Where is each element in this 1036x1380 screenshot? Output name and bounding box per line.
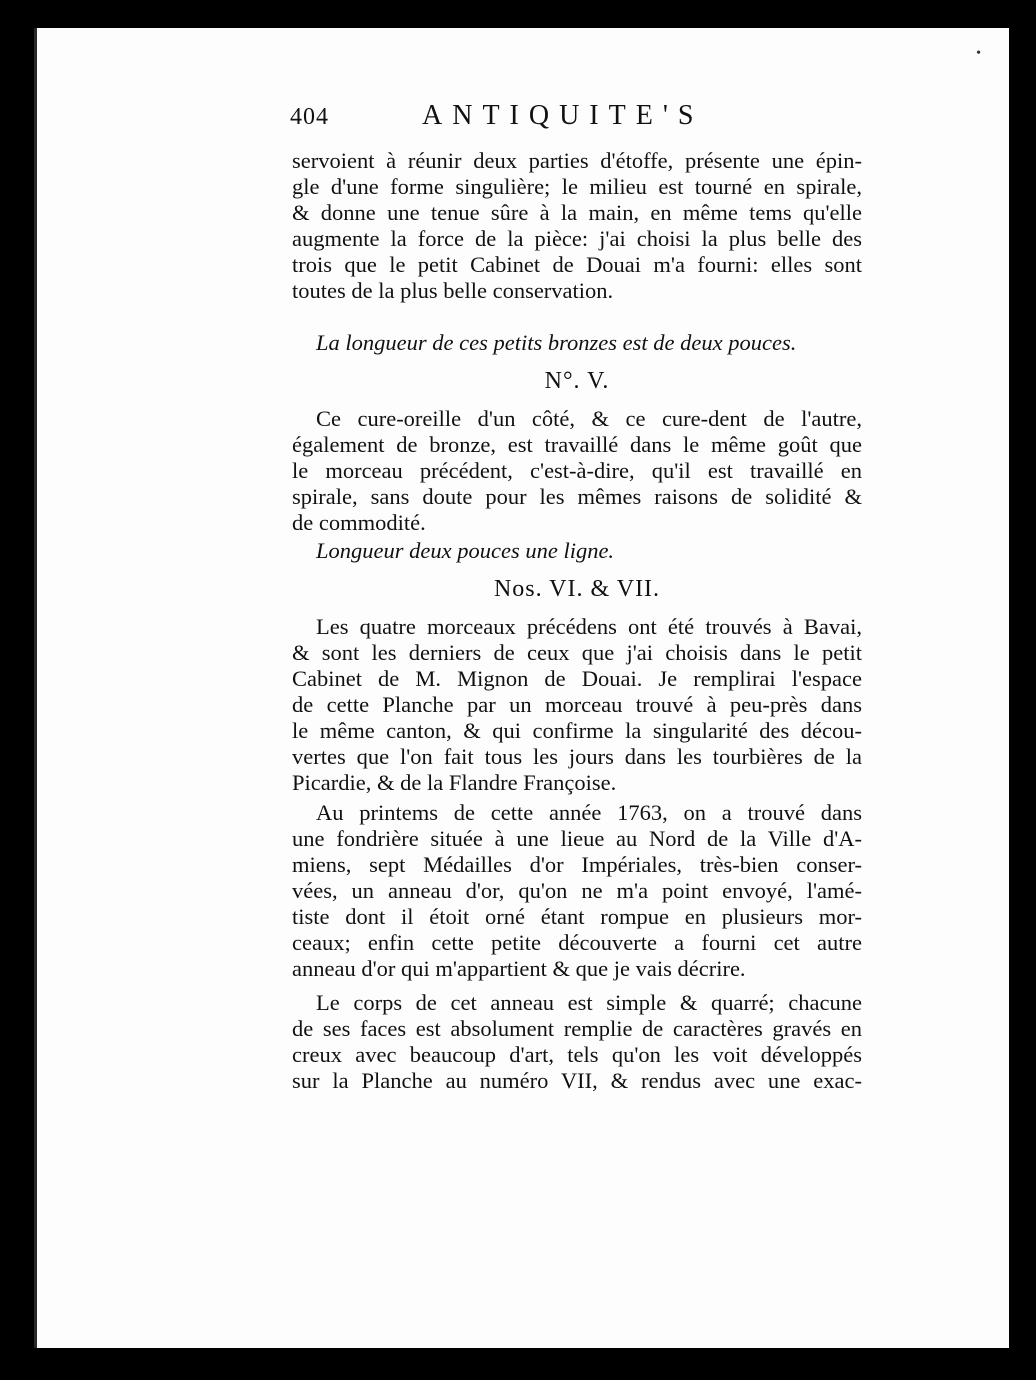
text-line: une fondrière située à une lieue au Nord de la Ville d'A- [292,826,862,851]
text-line: anneau d'or qui m'appartient & que je vais décrire. [292,956,746,981]
text-line: gle d'une forme singulière; le milieu est tourné en spirale, [292,174,862,199]
section-heading-no-v: N°. V. [544,368,610,394]
text-line-italic: La longueur de ces petits bronzes est de deux pouces. [316,330,797,355]
running-title: ANTIQUITE'S [422,100,704,131]
text-line: tiste dont il étoit orné étant rompue en plusieurs mor- [292,904,862,929]
text-line: de cette Planche par un morceau trouvé à peu-près dans [292,692,862,717]
text-line: & donne une tenue sûre à la main, en même tems qu'elle [292,200,862,225]
text-line: creux avec beaucoup d'art, tels qu'on les voit développés [292,1042,862,1067]
text-line: le morceau précédent, c'est-à-dire, qu'il est travaillé en [292,458,862,483]
text-line: Le corps de cet anneau est simple & quarré; chacune [316,990,862,1015]
text-line: toutes de la plus belle conservation. [292,278,614,303]
text-line: servoient à réunir deux parties d'étoffe, présente une épin- [292,148,862,173]
paragraph-discovery [292,800,862,982]
text-line: de commodité. [292,510,426,535]
text-line: Les quatre morceaux précédens ont été trouvés à Bavai, [316,614,862,639]
text-line: vertes que l'on fait tous les jours dans les tourbières de la [292,744,862,769]
text-line: vées, un anneau d'or, qu'on ne m'a point envoyé, l'amé- [292,878,862,903]
text-line: augmente la force de la pièce: j'ai choisi la plus belle des [292,226,862,251]
text-line: & sont les derniers de ceux que j'ai choisis dans le petit [292,640,862,665]
paragraph-ring [292,990,862,1094]
text-line: ceaux; enfin cette petite découverte a fourni cet autre [292,930,862,955]
page-header [290,100,890,140]
text-line: miens, sept Médailles d'or Impériales, très-bien conser- [292,852,862,877]
text-line: Picardie, & de la Flandre Françoise. [292,770,617,795]
text-line-italic: Longueur deux pouces une ligne. [316,538,615,563]
text-line: également de bronze, est travaillé dans le même goût que [292,432,862,457]
paragraph-no-v [292,406,862,536]
paragraph-no-vi-vii [292,614,862,796]
text-line: de ses faces est absolument remplie de caractères gravés en [292,1016,862,1041]
text-line: Au printems de cette année 1763, on a trouvé dans [316,800,862,825]
measurement-note [292,330,862,356]
text-line: trois que le petit Cabinet de Douai m'a fourni: elles sont [292,252,862,277]
edge-mark: • [976,46,981,61]
paragraph-continued [292,148,862,304]
page-number: 404 [290,104,329,130]
text-line: spirale, sans doute pour les mêmes raisons de solidité & [292,484,862,509]
text-line: le même canton, & qui confirme la singularité des décou- [292,718,862,743]
text-line: Cabinet de M. Mignon de Douai. Je remplirai l'espace [292,666,862,691]
text-line: sur la Planche au numéro VII, & rendus avec une exac- [292,1068,862,1093]
section-heading-no-vi-vii: Nos. VI. & VII. [493,576,661,602]
text-line: Ce cure-oreille d'un côté, & ce cure-dent de l'autre, [316,406,862,431]
measurement-note [292,538,862,564]
